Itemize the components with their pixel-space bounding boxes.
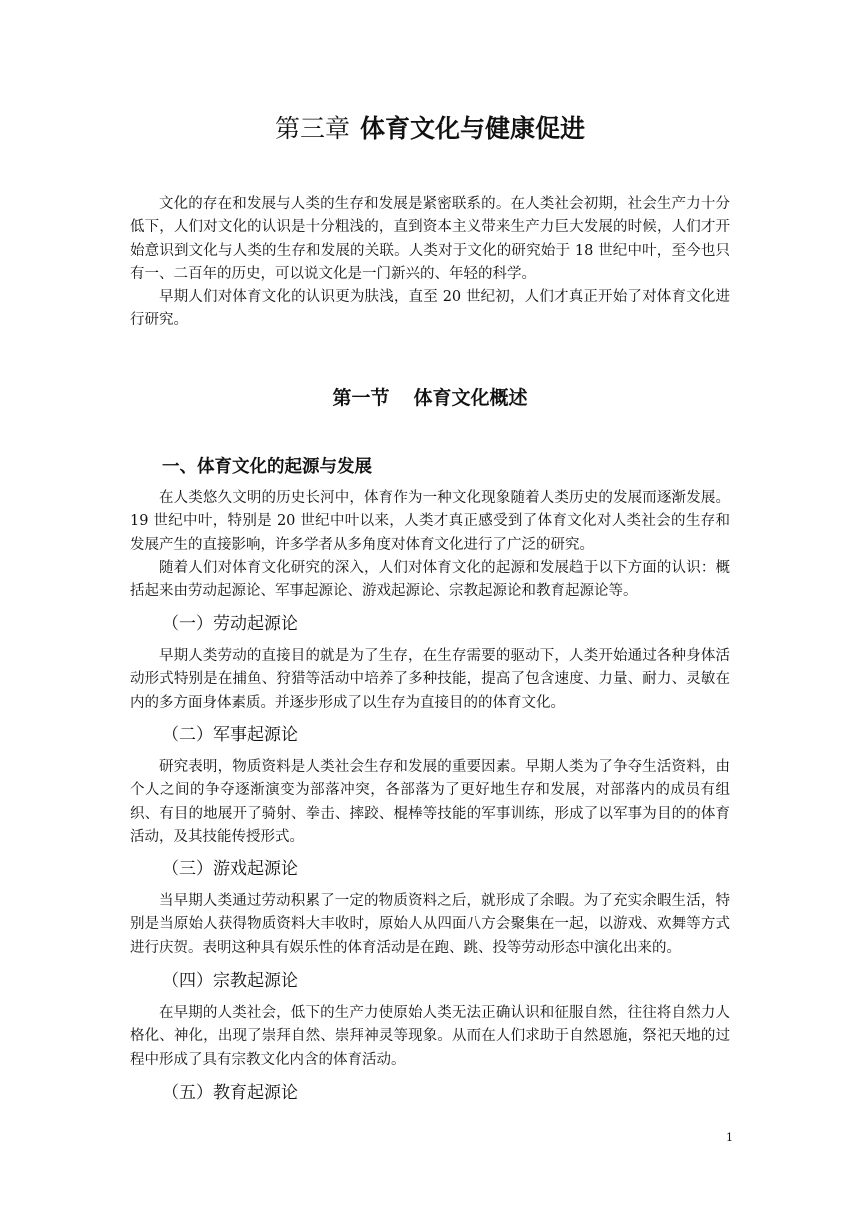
theory-text-religion: 在早期的人类社会，低下的生产力使原始人类无法正确认识和征服自然，往往将自然力人格化、神化，出现了崇拜自然、崇拜神灵等现象。从而在人们求助于自然恩施，祭祀天地的过程中形成了具有宗教文化内含的体育活动。 (130, 1005, 730, 1068)
theory-heading-education: （五）教育起源论 (162, 1083, 298, 1103)
origin-paragraph-1: 在人类悠久文明的历史长河中，体育作为一种文化现象随着人类历史的发展而逐渐发展。19 世纪中叶，特别是 20 世纪中叶以来，人类才真正感受到了体育文化对人类社会的生存和发展产生的直接影响，许多学者从多角度对体育文化进行了广泛的研究。 (130, 490, 730, 553)
intro-paragraph-2: 早期人们对体育文化的认识更为肤浅，直至 20 世纪初，人们才真正开始了对体育文化进行研究。 (130, 289, 730, 329)
intro-block (130, 193, 730, 333)
theory-heading-religion: （四）宗教起源论 (162, 971, 298, 991)
section-heading: 体育文化概述 (413, 387, 528, 409)
theory-text-game-block (130, 890, 730, 960)
theory-heading-labor: （一）劳动起源论 (162, 614, 298, 634)
intro-paragraph-1: 文化的存在和发展与人类的生存和发展是紧密联系的。在人类社会初期，社会生产力十分低下，人们对文化的认识是十分粗浅的，直到资本主义带来生产力巨大发展的时候，人们才开始意识到文化与人类的生存和发展的关联。人类对于文化的研究始于 18 世纪中叶，至今也只有一、二百年的历史，可以说文化是一门新兴的、年轻的科学。 (130, 196, 730, 282)
chapter-heading: 体育文化与健康促进 (360, 114, 586, 143)
origin-block (130, 487, 730, 603)
theory-text-religion-block (130, 1002, 730, 1072)
origin-paragraph-2: 随着人们对体育文化研究的深入，人们对体育文化的起源和发展趋于以下方面的认识：概括起来由劳动起源论、军事起源论、游戏起源论、宗教起源论和教育起源论等。 (130, 559, 730, 600)
subsection-heading: 一、体育文化的起源与发展 (162, 457, 372, 477)
page-number: 1 (726, 1131, 733, 1144)
theory-heading-game: （三）游戏起源论 (162, 859, 298, 879)
theory-text-labor: 早期人类劳动的直接目的就是为了生存，在生存需要的驱动下，人类开始通过各种身体活动形式特别是在捕鱼、狩猎等活动中培养了多种技能，提高了包含速度、力量、耐力、灵敏在内的多方面身体素质。并逐步形成了以生存为直接目的的体育文化。 (130, 648, 730, 711)
chapter-title (0, 112, 860, 146)
theory-text-game: 当早期人类通过劳动积累了一定的物质资料之后，就形成了余暇。为了充实余暇生活，特别是当原始人获得物质资料大丰收时，原始人从四面八方会聚集在一起，以游戏、欢舞等方式进行庆贺。表明这种具有娱乐性的体育活动是在跑、跳、投等劳动形态中演化出来的。 (130, 893, 730, 956)
theory-text-military: 研究表明，物质资料是人类社会生存和发展的重要因素。早期人类为了争夺生活资料，由个人之间的争夺逐渐演变为部落冲突，各部落为了更好地生存和发展，对部落内的成员有组织、有目的地展开了骑射、拳击、摔跤、棍棒等技能的军事训练，形成了以军事为目的的体育活动，及其技能传授形式。 (130, 759, 730, 845)
chapter-number: 第三章 (274, 114, 350, 143)
theory-text-military-block (130, 756, 730, 849)
section-title (0, 385, 860, 411)
section-number: 第一节 (332, 387, 390, 409)
theory-text-labor-block (130, 645, 730, 715)
theory-heading-military: （二）军事起源论 (162, 725, 298, 745)
